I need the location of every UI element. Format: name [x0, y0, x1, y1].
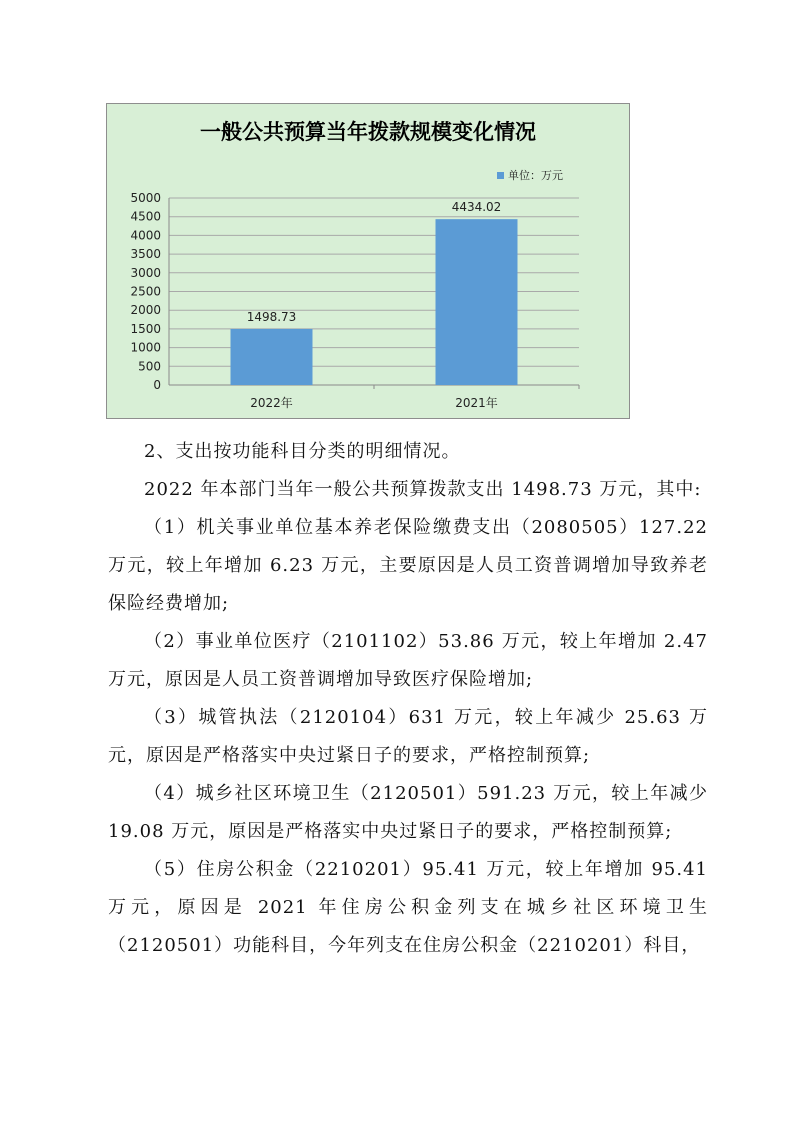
x-tick-label: 2022年: [250, 396, 293, 410]
document-body: [108, 433, 708, 965]
y-tick-label: 500: [138, 359, 161, 374]
y-tick-label: 3500: [130, 247, 161, 262]
legend-label: 单位：万元: [508, 169, 563, 182]
paragraph-heading: 2、支出按功能科目分类的明细情况。: [144, 441, 461, 462]
paragraph-item-2: （2）事业单位医疗（2101102）53.86 万元，较上年增加 2.47万元，原因是人员工资普调增加导致医疗保险增加;: [108, 631, 708, 690]
paragraph-item-4: （4）城乡社区环境卫生（2120501）591.23 万元，较上年减少 19.08 万元，原因是严格落实中央过紧日子的要求，严格控制预算;: [108, 783, 708, 842]
y-tick-label: 1000: [130, 340, 161, 355]
y-tick-label: 1500: [130, 321, 161, 336]
bar: [436, 219, 518, 385]
chart-plot: [107, 104, 629, 418]
paragraph-item-1: （1）机关事业单位基本养老保险缴费支出（2080505）127.22万元，较上年增加 6.23 万元，主要原因是人员工资普调增加导致养老保险经费增加;: [108, 517, 708, 614]
chart-title: 一般公共预算当年拨款规模变化情况: [200, 120, 536, 144]
x-tick-label: 2021年: [455, 396, 498, 410]
paragraph-summary: 2022 年本部门当年一般公共预算拨款支出 1498.73 万元，其中:: [144, 479, 702, 500]
paragraph-item-3: （3）城管执法（2120104）631 万元，较上年减少 25.63 万元，原因是严格落实中央过紧日子的要求，严格控制预算;: [108, 707, 708, 766]
y-tick-label: 2000: [130, 303, 161, 318]
budget-chart: [106, 103, 630, 419]
y-tick-label: 4500: [130, 209, 161, 224]
data-label: 1498.73: [246, 309, 297, 324]
y-tick-label: 2500: [130, 284, 161, 299]
y-tick-label: 4000: [130, 228, 161, 243]
bar: [231, 329, 313, 385]
y-tick-label: 5000: [130, 191, 161, 205]
paragraph-item-5: （5）住房公积金（2210201）95.41 万元，较上年增加 95.41万元，原因是 2021 年住房公积金列支在城乡社区环境卫生（2120501）功能科目，今年列支在住房公积金（2210201）科目，: [108, 859, 708, 956]
data-label: 4434.02: [451, 200, 502, 215]
y-tick-label: 3000: [130, 265, 161, 280]
y-tick-label: 0: [153, 378, 161, 392]
